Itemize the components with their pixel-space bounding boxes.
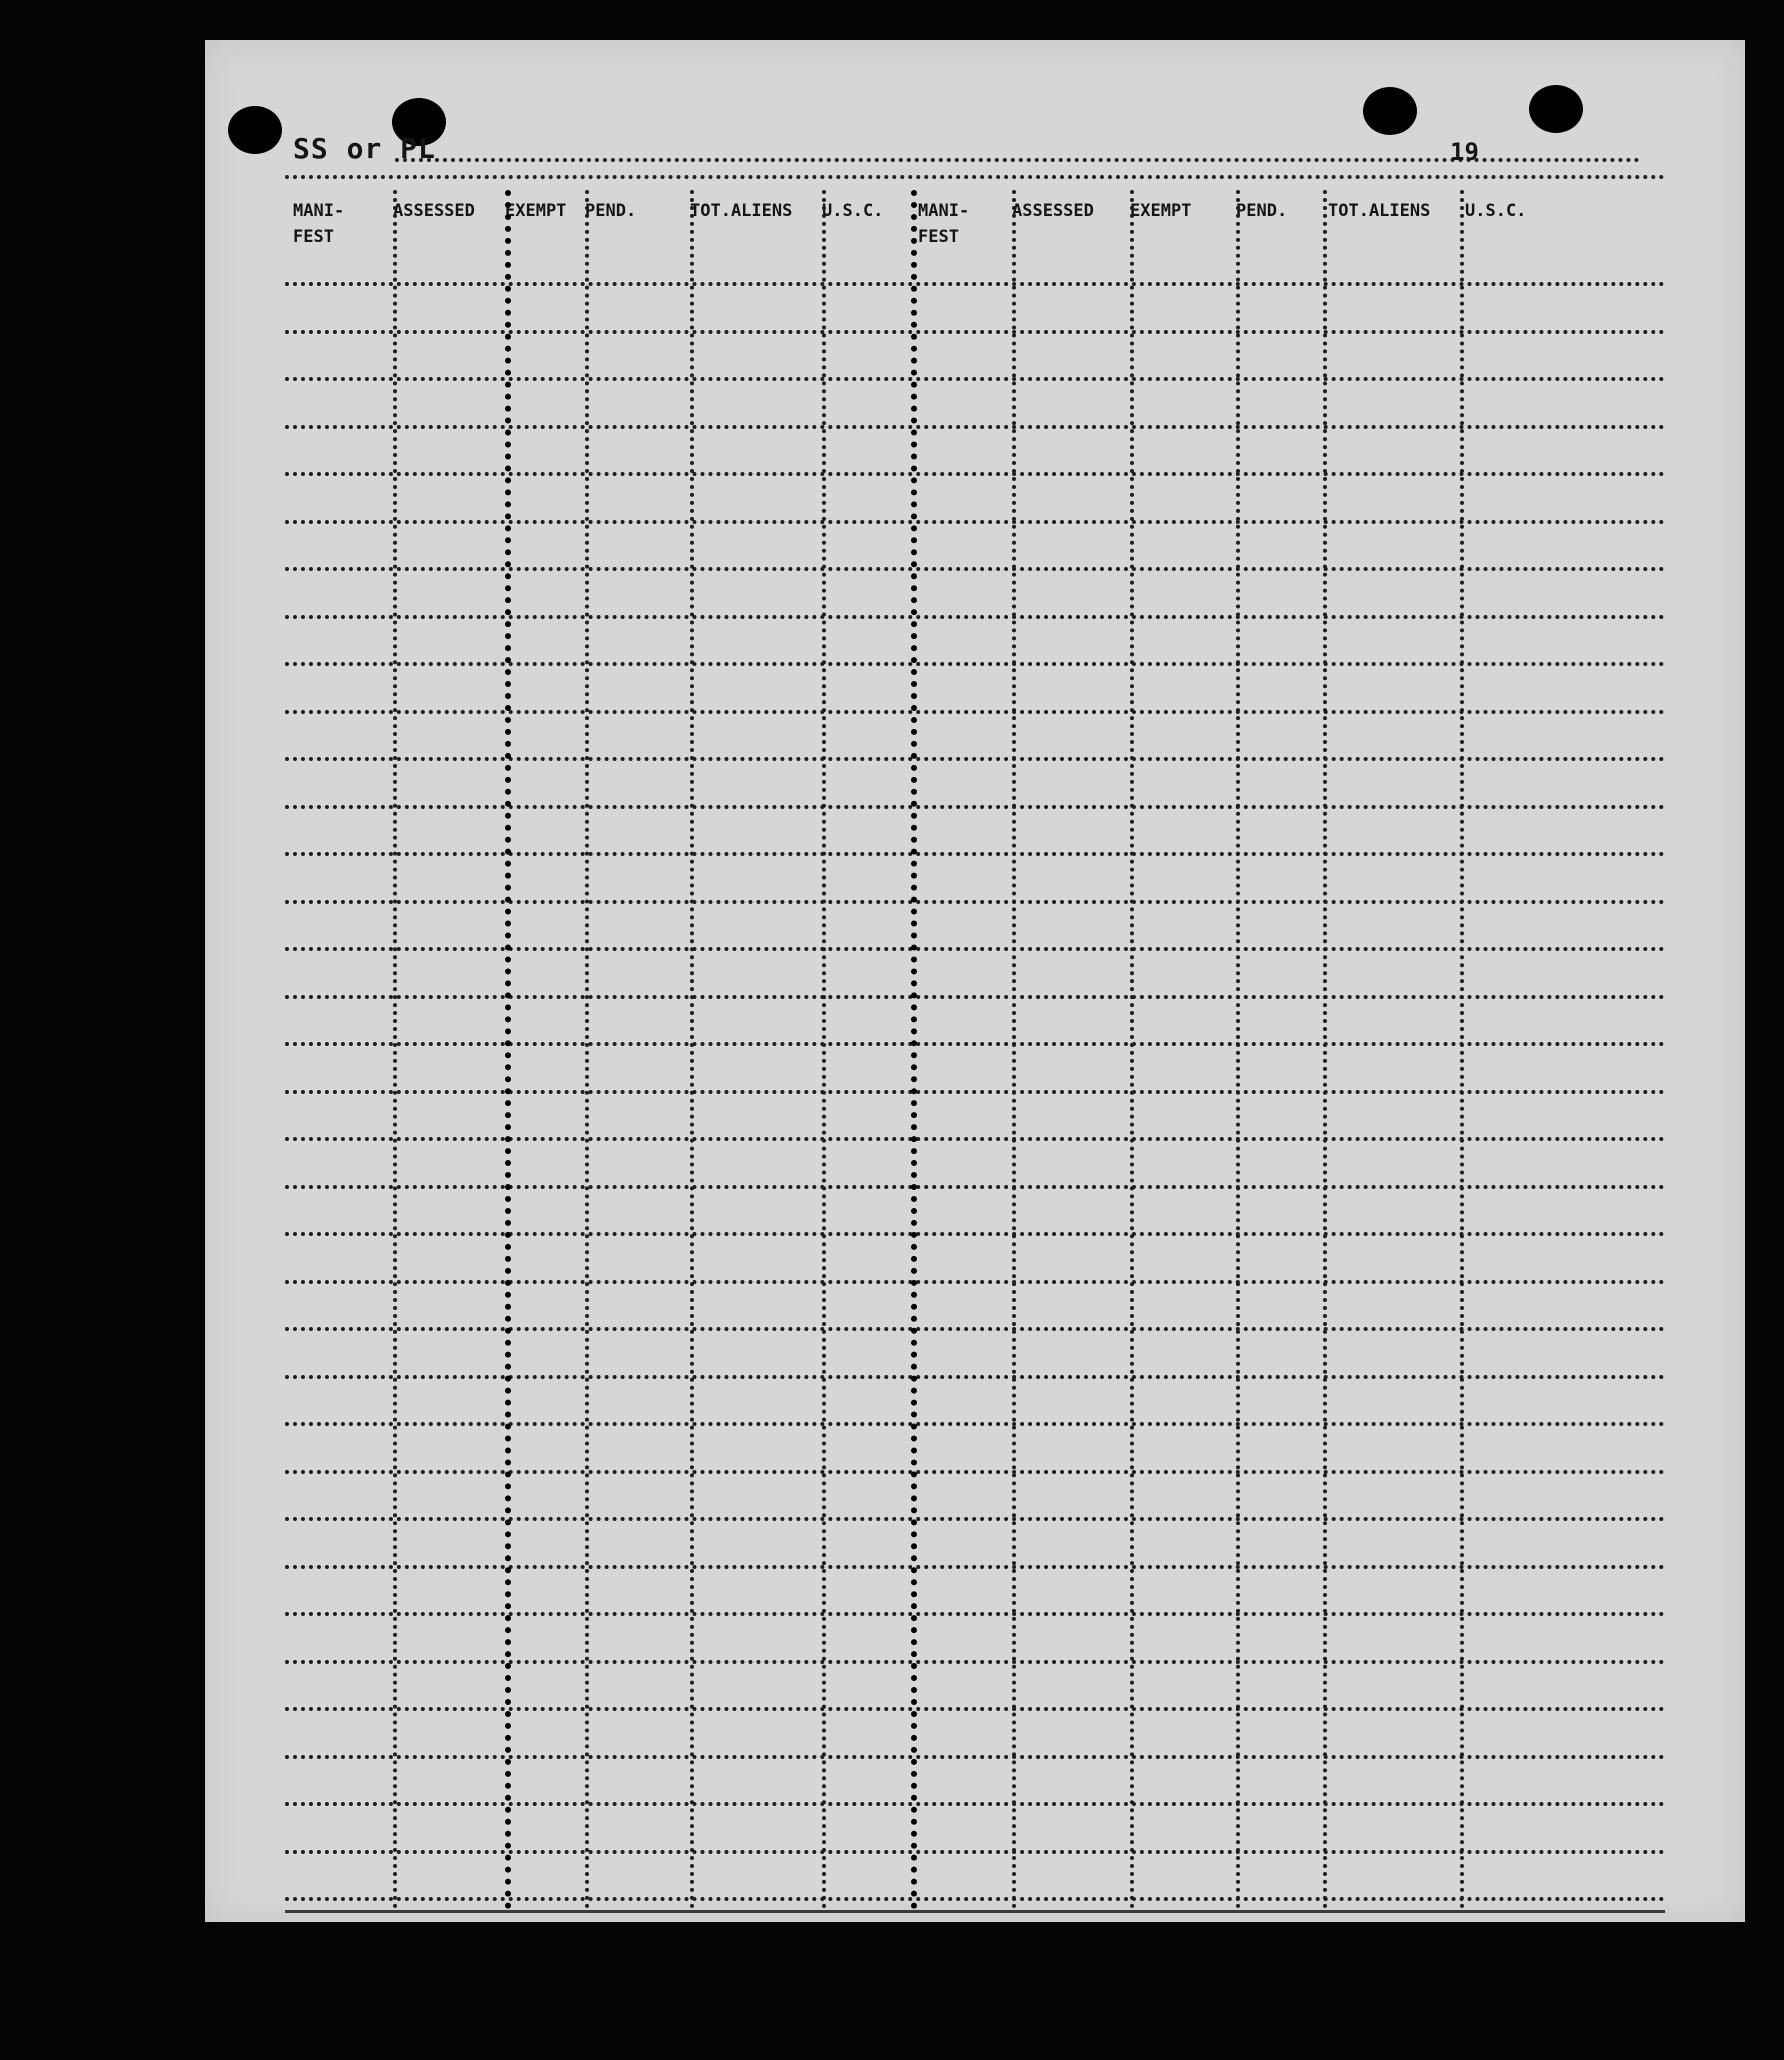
column-rule bbox=[1236, 190, 1240, 1910]
row-rule bbox=[285, 1612, 1665, 1616]
column-header-usc-2: U.S.C. bbox=[1465, 201, 1527, 221]
manifest-grid bbox=[285, 190, 1665, 1910]
row-rule bbox=[285, 1422, 1665, 1426]
column-rule bbox=[1460, 190, 1464, 1910]
form-page bbox=[205, 40, 1745, 1922]
row-rule bbox=[285, 1280, 1665, 1284]
column-rule bbox=[505, 190, 511, 1910]
row-rule bbox=[285, 1850, 1665, 1854]
column-header-pend: PEND. bbox=[585, 201, 637, 221]
row-rule bbox=[285, 1897, 1665, 1901]
column-header-assessed-2: ASSESSED bbox=[1012, 201, 1094, 221]
row-rule bbox=[285, 757, 1665, 761]
column-header-exempt: EXEMPT bbox=[505, 201, 567, 221]
row-rule bbox=[285, 1090, 1665, 1094]
row-rule bbox=[285, 995, 1665, 999]
row-rule bbox=[285, 1232, 1665, 1236]
row-rule bbox=[285, 1565, 1665, 1569]
punch-hole-right-2 bbox=[1529, 85, 1583, 133]
row-rule bbox=[285, 1755, 1665, 1759]
column-rule bbox=[1323, 190, 1327, 1910]
ship-or-port-label: SS or PL bbox=[293, 132, 436, 165]
column-header-pend-2: PEND. bbox=[1236, 201, 1288, 221]
column-rule bbox=[822, 190, 826, 1910]
punch-hole-left-1 bbox=[228, 106, 282, 154]
row-rule bbox=[285, 425, 1665, 429]
column-header-exempt-2: EXEMPT bbox=[1130, 201, 1192, 221]
row-rule bbox=[285, 900, 1665, 904]
column-rule bbox=[690, 190, 694, 1910]
column-header-usc: U.S.C. bbox=[822, 201, 884, 221]
row-rule bbox=[285, 377, 1665, 381]
row-rule bbox=[285, 1470, 1665, 1474]
header-rule bbox=[285, 175, 1665, 179]
row-rule bbox=[285, 947, 1665, 951]
column-header-manifest: MANI- FEST bbox=[293, 201, 345, 247]
row-rule bbox=[285, 1517, 1665, 1521]
row-rule bbox=[285, 1042, 1665, 1046]
row-rule bbox=[285, 1137, 1665, 1141]
row-rule bbox=[285, 1327, 1665, 1331]
row-rule bbox=[285, 330, 1665, 334]
row-rule bbox=[285, 1375, 1665, 1379]
column-header-tot-aliens: TOT.ALIENS bbox=[690, 201, 793, 221]
column-rule bbox=[393, 190, 397, 1910]
row-rule bbox=[285, 1185, 1665, 1189]
column-rule bbox=[1012, 190, 1016, 1910]
column-header-assessed: ASSESSED bbox=[393, 201, 475, 221]
row-rule bbox=[285, 662, 1665, 666]
column-rule bbox=[585, 190, 589, 1910]
row-rule bbox=[285, 710, 1665, 714]
year-label: 19 bbox=[1450, 138, 1479, 166]
row-rule bbox=[285, 615, 1665, 619]
punch-hole-right-1 bbox=[1363, 87, 1417, 135]
row-rule bbox=[285, 1707, 1665, 1711]
row-rule bbox=[285, 805, 1665, 809]
row-rule bbox=[285, 520, 1665, 524]
column-header-manifest-2: MANI- FEST bbox=[918, 201, 970, 247]
column-rule bbox=[911, 190, 917, 1910]
row-rule bbox=[285, 472, 1665, 476]
column-rule bbox=[1130, 190, 1134, 1910]
row-rule bbox=[285, 1802, 1665, 1806]
bottom-rule bbox=[285, 1910, 1665, 1913]
row-rule bbox=[285, 852, 1665, 856]
column-header-tot-aliens-2: TOT.ALIENS bbox=[1328, 201, 1431, 221]
row-rule bbox=[285, 567, 1665, 571]
row-rule bbox=[285, 1660, 1665, 1664]
row-rule bbox=[285, 282, 1665, 286]
